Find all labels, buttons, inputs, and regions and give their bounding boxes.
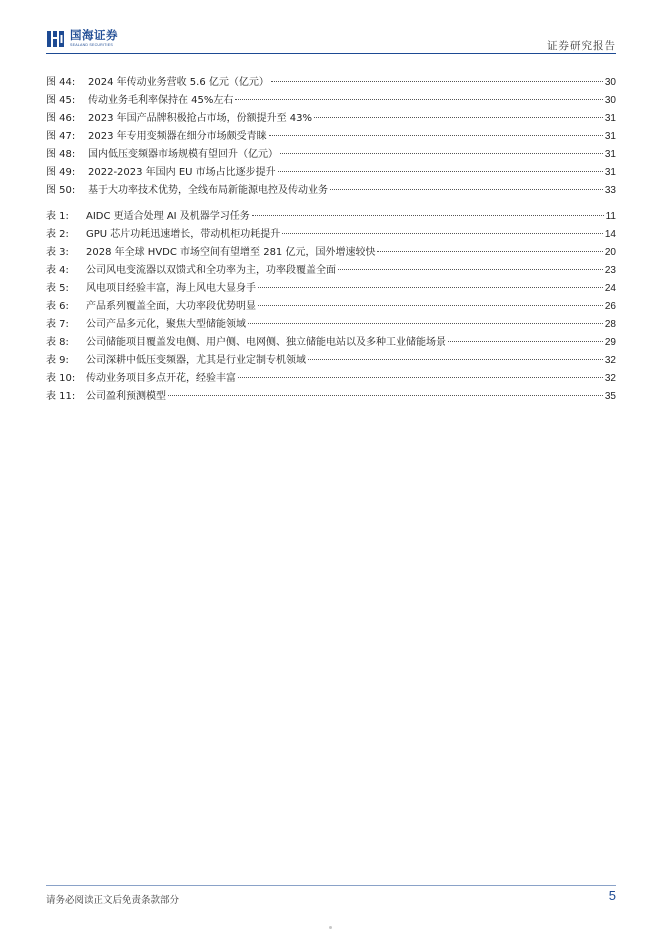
- toc-entry-table[interactable]: [46, 244, 616, 262]
- toc-entry-figure[interactable]: [46, 164, 616, 182]
- logo-chinese-name: 国海证券: [70, 28, 118, 43]
- toc-entry-number: 表 6:: [46, 301, 69, 312]
- toc-entry-number: 表 2:: [46, 229, 69, 240]
- toc-dot-leader: [258, 305, 603, 306]
- toc-dot-leader: [314, 117, 603, 118]
- toc-entry-number: 表 1:: [46, 211, 69, 222]
- toc-dot-leader: [280, 153, 603, 154]
- toc-entry-page: 20: [604, 247, 616, 258]
- toc-entry-title: 产品系列覆盖全面，大功率段优势明显: [86, 301, 256, 312]
- page-bottom-dot: [329, 926, 332, 929]
- page-number: 5: [608, 888, 616, 903]
- toc-entry-table[interactable]: [46, 316, 616, 334]
- toc-entry-page: 31: [604, 149, 616, 160]
- sealand-logo-icon: [46, 29, 66, 49]
- toc-entry-number: 表 5:: [46, 283, 69, 294]
- toc-entry-title: 传动业务项目多点开花，经验丰富: [86, 373, 236, 384]
- toc-entry-table[interactable]: [46, 280, 616, 298]
- toc-dot-leader: [248, 323, 603, 324]
- toc-entry-table[interactable]: [46, 208, 616, 226]
- toc-entry-title: 2023 年国产品牌积极抢占市场，份额提升至 43%: [88, 113, 313, 124]
- toc-dot-leader: [269, 135, 603, 136]
- toc-entry-page: 26: [604, 301, 616, 312]
- toc-entry-figure[interactable]: [46, 74, 616, 92]
- toc-entry-title: 国内低压变频器市场规模有望回升（亿元）: [88, 149, 278, 160]
- toc-entry-number: 图 49:: [46, 167, 76, 178]
- toc-entry-figure[interactable]: [46, 182, 616, 200]
- toc-dot-leader: [271, 81, 603, 82]
- toc-entry-number: 表 3:: [46, 247, 69, 258]
- toc-entry-page: 28: [604, 319, 616, 330]
- toc-dot-leader: [338, 269, 603, 270]
- toc-entry-figure[interactable]: [46, 146, 616, 164]
- toc-entry-page: 31: [604, 113, 616, 124]
- toc-entry-title: GPU 芯片功耗迅速增长，带动机柜功耗提升: [86, 229, 281, 240]
- toc-section-gap: [46, 200, 616, 208]
- toc-entry-title: 传动业务毛利率保持在 45%左右: [88, 95, 234, 106]
- toc-entry-number: 表 4:: [46, 265, 69, 276]
- toc-entry-number: 图 48:: [46, 149, 76, 160]
- table-of-contents: [46, 74, 616, 406]
- toc-dot-leader: [278, 171, 603, 172]
- toc-entry-number: 图 47:: [46, 131, 76, 142]
- toc-entry-number: 表 8:: [46, 337, 69, 348]
- toc-entry-page: 30: [604, 95, 616, 106]
- toc-entry-title: AIDC 更适合处理 AI 及机器学习任务: [86, 211, 250, 222]
- toc-entry-title: 公司产品多元化，聚焦大型储能领域: [86, 319, 246, 330]
- toc-entry-figure[interactable]: [46, 92, 616, 110]
- toc-entry-page: 35: [604, 391, 616, 402]
- toc-entry-title: 2022-2023 年国内 EU 市场占比逐步提升: [88, 167, 276, 178]
- toc-entry-title: 公司盈利预测模型: [86, 391, 166, 402]
- header-divider: [46, 53, 616, 54]
- toc-entry-title: 2024 年传动业务营收 5.6 亿元（亿元）: [88, 77, 269, 88]
- toc-entry-number: 图 50:: [46, 185, 76, 196]
- page-header: [0, 0, 662, 60]
- toc-entry-page: 32: [604, 355, 616, 366]
- toc-entry-table[interactable]: [46, 334, 616, 352]
- toc-dot-leader: [252, 215, 604, 216]
- toc-entry-page: 30: [604, 77, 616, 88]
- toc-entry-page: 24: [604, 283, 616, 294]
- toc-entry-number: 表 9:: [46, 355, 69, 366]
- footer-disclaimer: 请务必阅读正文后免责条款部分: [46, 895, 180, 906]
- toc-entry-page: 31: [604, 131, 616, 142]
- toc-entry-table[interactable]: [46, 262, 616, 280]
- toc-entry-page: 31: [604, 167, 616, 178]
- toc-entry-page: 33: [604, 185, 616, 196]
- toc-entry-number: 表 7:: [46, 319, 69, 330]
- toc-dot-leader: [448, 341, 603, 342]
- toc-entry-title: 公司深耕中低压变频器，尤其是行业定制专机领域: [86, 355, 306, 366]
- toc-entry-table[interactable]: [46, 388, 616, 406]
- toc-entry-figure[interactable]: [46, 110, 616, 128]
- toc-entry-number: 图 46:: [46, 113, 76, 124]
- toc-entry-number: 表 10:: [46, 373, 76, 384]
- report-type-label: 证券研究报告: [547, 40, 616, 52]
- company-logo: [46, 28, 118, 50]
- toc-dot-leader: [168, 395, 603, 396]
- toc-entry-page: 11: [605, 211, 616, 222]
- toc-entry-number: 图 44:: [46, 77, 76, 88]
- toc-entry-table[interactable]: [46, 226, 616, 244]
- toc-entry-number: 图 45:: [46, 95, 76, 106]
- footer-divider: [46, 885, 616, 886]
- toc-entry-page: 14: [604, 229, 616, 240]
- toc-dot-leader: [258, 287, 603, 288]
- toc-entry-page: 29: [604, 337, 616, 348]
- toc-entry-title: 2028 年全球 HVDC 市场空间有望增至 281 亿元，国外增速较快: [86, 247, 376, 258]
- toc-entry-title: 风电项目经验丰富，海上风电大显身手: [86, 283, 256, 294]
- toc-entry-page: 23: [604, 265, 616, 276]
- logo-english-name: SEALAND SECURITIES: [70, 42, 113, 47]
- toc-entry-table[interactable]: [46, 298, 616, 316]
- toc-entry-figure[interactable]: [46, 128, 616, 146]
- toc-entry-table[interactable]: [46, 352, 616, 370]
- toc-entry-table[interactable]: [46, 370, 616, 388]
- toc-entry-title: 基于大功率技术优势，全线布局新能源电控及传动业务: [88, 185, 328, 196]
- toc-entry-title: 公司风电变流器以双馈式和全功率为主，功率段覆盖全面: [86, 265, 336, 276]
- toc-entry-title: 2023 年专用变频器在细分市场颇受青睐: [88, 131, 267, 142]
- toc-dot-leader: [330, 189, 603, 190]
- toc-entry-page: 32: [604, 373, 616, 384]
- toc-entry-title: 公司储能项目覆盖发电侧、用户侧、电网侧、独立储能电站以及多种工业储能场景: [86, 337, 446, 348]
- toc-dot-leader: [308, 359, 603, 360]
- toc-dot-leader: [282, 233, 603, 234]
- toc-entry-number: 表 11:: [46, 391, 76, 402]
- toc-dot-leader: [238, 377, 603, 378]
- toc-dot-leader: [377, 251, 602, 252]
- toc-dot-leader: [235, 99, 602, 100]
